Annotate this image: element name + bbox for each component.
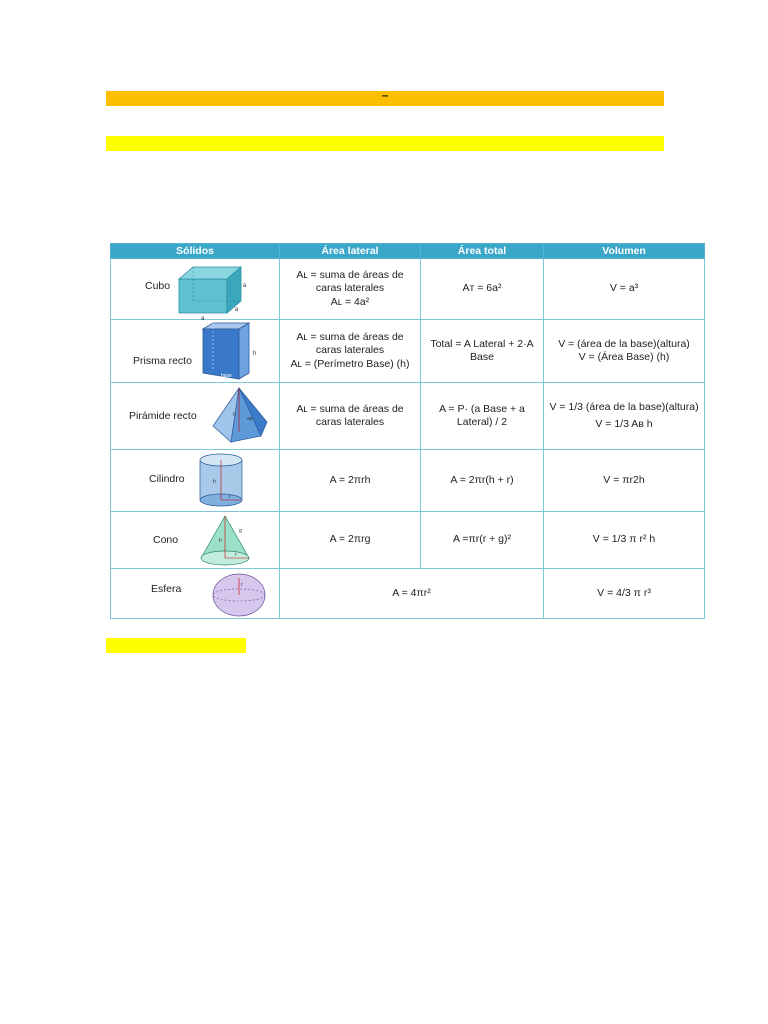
- solid-name: Prisma recto: [133, 355, 192, 367]
- solids-formula-table: [110, 243, 705, 619]
- svg-text:h: h: [233, 412, 236, 418]
- orange-highlight-bar: [106, 88, 664, 106]
- total-area-prisma: Total = A Lateral + 2·A Base: [421, 320, 544, 383]
- solid-cell-cilindro: [111, 450, 280, 512]
- cone-figure: [197, 514, 253, 568]
- volume-cubo: V = a³: [544, 259, 705, 320]
- header-solidos: Sólidos: [111, 244, 280, 259]
- solid-cell-prisma: [111, 320, 280, 383]
- total-area-piramide: A = P· (a Base + a Lateral) / 2: [421, 383, 544, 450]
- volume-cono: V = 1/3 π r² h: [544, 512, 705, 569]
- total-area-cubo: Aᴛ = 6a²: [421, 259, 544, 320]
- yellow-highlight-bar: [106, 136, 664, 151]
- solid-name: Cubo: [145, 280, 171, 292]
- pyramid-figure: [209, 386, 269, 446]
- cylinder-figure: [197, 453, 247, 509]
- cube-figure: [175, 263, 247, 322]
- svg-text:h: h: [253, 351, 257, 357]
- lateral-area-prisma: Aʟ = suma de áreas de caras laterales Aʟ = (Perímetro Base) (h): [280, 320, 421, 383]
- lateral-area-piramide: Aʟ = suma de áreas de caras laterales: [280, 383, 421, 450]
- svg-text:base: base: [221, 373, 232, 379]
- table-header-row: [111, 244, 705, 259]
- lateral-area-cono: A = 2πrg: [280, 512, 421, 569]
- solid-name: Pirámide recto: [129, 410, 197, 422]
- total-area-cilindro: A = 2πr(h + r): [421, 450, 544, 512]
- table-row-esfera: [111, 569, 705, 619]
- svg-text:a: a: [201, 316, 205, 322]
- solid-cell-esfera: [111, 569, 280, 619]
- solid-cell-cono: [111, 512, 280, 569]
- header-area-lateral: Área lateral: [280, 244, 421, 259]
- header-dash: –: [381, 88, 389, 102]
- sphere-figure: [211, 572, 267, 618]
- area-esfera: A = 4πr²: [280, 569, 544, 619]
- svg-text:ap: ap: [247, 416, 253, 422]
- total-area-cono: A =πr(r + g)²: [421, 512, 544, 569]
- prism-figure: [201, 323, 263, 383]
- svg-text:h: h: [219, 538, 222, 544]
- volume-piramide: V = 1/3 (área de la base)(altura) V = 1/3 Aв h: [544, 383, 705, 450]
- header-area-total: Área total: [421, 244, 544, 259]
- solid-name: Esfera: [151, 583, 182, 595]
- svg-text:r: r: [241, 582, 243, 588]
- volume-cilindro: V = πr2h: [544, 450, 705, 512]
- svg-text:g: g: [239, 528, 242, 534]
- svg-text:r: r: [229, 494, 231, 500]
- volume-esfera: V = 4/3 π r³: [544, 569, 705, 619]
- svg-text:a: a: [235, 307, 239, 313]
- svg-text:r: r: [235, 552, 237, 558]
- solid-name: Cono: [153, 534, 179, 546]
- header-volumen: Volumen: [544, 244, 705, 259]
- svg-text:h: h: [213, 479, 216, 485]
- volume-prisma: V = (área de la base)(altura) V = (Área Base) (h): [544, 320, 705, 383]
- solid-cell-piramide: [111, 383, 280, 450]
- table-row-piramide: [111, 383, 705, 450]
- solid-name: Cilindro: [149, 473, 185, 485]
- yellow-highlight-bar-bottom: [106, 638, 246, 653]
- cube-label-a: a: [243, 283, 247, 289]
- lateral-area-cubo: Aʟ = suma de áreas de caras laterales Aʟ = 4a²: [280, 259, 421, 320]
- table-row-cono: [111, 512, 705, 569]
- table-row-cubo: [111, 259, 705, 320]
- lateral-area-cilindro: A = 2πrh: [280, 450, 421, 512]
- table-row-prisma: [111, 320, 705, 383]
- solid-cell-cubo: [111, 259, 280, 320]
- table-row-cilindro: [111, 450, 705, 512]
